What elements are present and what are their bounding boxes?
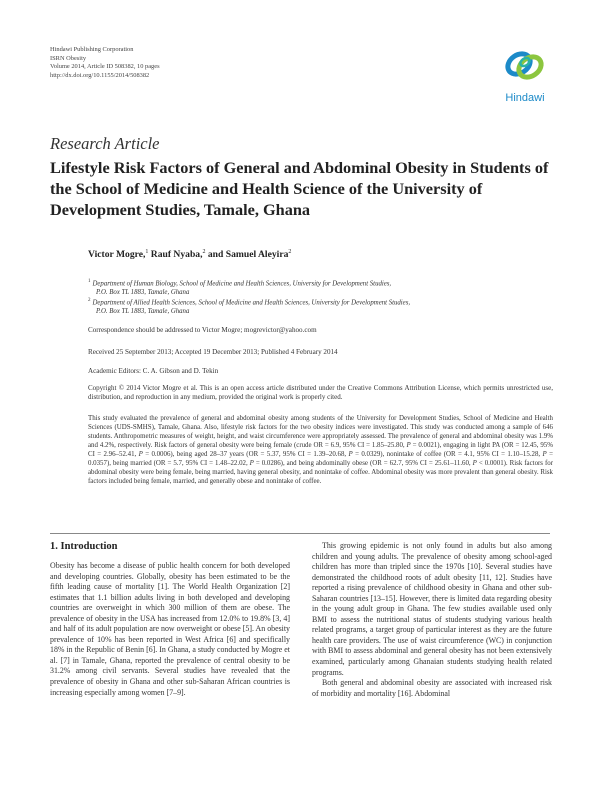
article-title: Lifestyle Risk Factors of General and Abdominal Obesity in Students of the School of Medicine and Health Science of the University of Development Studies, Tamale, Ghana <box>50 158 549 219</box>
abstract-text: = 0.0286), and being abdominally obese (OR = 62.7, 95% CI = 25.61–11.60, <box>253 460 473 468</box>
p-value-label: P <box>249 460 254 468</box>
affiliation-line: Department of Human Biology, School of Medicine and Health Sciences, University for Development Studies, <box>92 280 392 288</box>
correspondence-note: Correspondence should be addressed to Victor Mogre; mogrevictor@yahoo.com <box>88 326 317 334</box>
p-value-label: P <box>348 451 353 459</box>
author-affiliation-marker: 2 <box>288 249 292 255</box>
abstract <box>88 414 553 486</box>
copyright-notice: Copyright © 2014 Victor Mogre et al. This is an open access article distributed under the Creative Commons Attribution License, which permits unrestricted use, distribution, and reproduction in any medium, provided the original work is properly cited. <box>88 384 553 402</box>
body-paragraph: This growing epidemic is not only found in adults but also among children and young adults. The prevalence of obesity among school-aged children has more than tripled since the 1970s [10]. Several studies have demonstrated the childhood roots of adult obesity [11, 12]. Studies have reported a rising prevalence of childhood obesity in Ghana and other sub-Saharan countries [13–15]. However, there is limited data regarding obesity in the young adult group in Ghana. The few studies available used only BMI to assess the nutritional status of students studying various health related programs, a target group of particular interest as they are the future health care providers. The use of waist circumference (WC) in conjunction with BMI to assess abdominal and general obesity has not been extensively examined, particularly among Ghanaian students studying health related programs. <box>312 541 552 677</box>
author-name[interactable]: Victor Mogre, <box>88 249 146 261</box>
affiliation-address: P.O. Box TL 1883, Tamale, Ghana <box>96 308 190 316</box>
abstract-text: = 0.0006), being aged 28–37 years (OR = 5.37, 95% CI = 1.39–20.68, <box>142 451 349 459</box>
p-value-label: P <box>138 451 143 459</box>
author-affiliation-marker: 2 <box>202 249 206 255</box>
publication-dates: Received 25 September 2013; Accepted 19 December 2013; Published 4 February 2014 <box>88 348 338 356</box>
body-paragraph: Both general and abdominal obesity are associated with increased risk of morbidity and mortality [16]. Abdominal <box>312 678 552 698</box>
affiliation-marker: 2 <box>88 298 91 303</box>
affiliation-marker: 1 <box>88 279 91 284</box>
journal-name: ISRN Obesity <box>50 54 87 62</box>
left-column <box>50 561 290 698</box>
author-list <box>88 249 291 260</box>
p-value-label: P <box>406 442 411 450</box>
p-value-label: P <box>472 460 477 468</box>
body-paragraph: Obesity has become a disease of public health concern for both developed and developing countries. Globally, obesity has been estimated to be the fifth leading cause of mortality [1]. The World Health Organization [2] estimates that 1.1 billion adults living in both developed and developing countries are overweight in which 300 million of them are obese. The prevalence of obesity in the USA has increased from 12.0% to 19.8% [3, 4] and half of its adult population are now overweight or obese [5]. An obesity prevalence of 10% has been reported in West Africa [6] and specifically 18% in the Republic of Benin [6]. In Ghana, a study conducted by Mogre et al. [7] in Tamale, Ghana, reported the prevalence of central obesity to be 31.2% among civil servants. Several studies have revealed that the prevalence of obesity in Ghana and other sub-Saharan African countries is increasing especially among women [7–9]. <box>50 561 290 697</box>
volume-info: Volume 2014, Article ID 508382, 10 pages <box>50 63 160 71</box>
affiliation <box>88 277 558 297</box>
affiliation <box>88 296 558 316</box>
p-value-label: P <box>542 451 547 459</box>
abstract-text: = 0.0329), nonintake of coffee (OR = 4.1, 95% CI = 1.10–15.28, <box>352 451 543 459</box>
abstract-text: < 0.0001). Risk factors for abdominal obesity were being female, being married, having general obesity, and nonintake of coffee. Abdominal obesity was more prevalent than general obesity. Risk factors included being female, married, and generally obese and nonintake of coffee. <box>88 460 554 486</box>
author-name[interactable]: and Samuel Aleyira <box>205 249 289 261</box>
logo-text: Hindawi <box>505 92 545 104</box>
hindawi-logo <box>495 40 555 106</box>
section-heading: 1. Introduction <box>50 541 118 552</box>
abstract-text: = 0.0357), being married (OR = 5.7, 95% CI = 1.48–22.02, <box>88 451 553 468</box>
article-type: Research Article <box>50 134 160 153</box>
abstract-text: = 0.0021), engaging in light PA (OR = 12.45, 95% CI = 2.96–52.41, <box>88 442 553 459</box>
right-column <box>312 541 552 699</box>
doi-link[interactable]: http://dx.doi.org/10.1155/2014/508382 <box>50 71 150 79</box>
abstract-text: This study evaluated the prevalence of general and abdominal obesity among students of the University for Development Studies, School of Medicine and Health Sciences (UDS-SMHS), Tamale, Ghana. Also, lifestyle risk factors for the two obesity indices were investigated. This study was conducted among a sample of 646 students. Anthropometric measures of weight, height, and waist circumference were appropriately assessed. The prevalence of general and abdominal obesity was 1.9% and 4.2%, respectively. Risk factors of general obesity were being female (crude OR = 6.9, 95% CI = 1.85–25.80, <box>88 415 553 450</box>
author-affiliation-marker: 1 <box>145 249 149 255</box>
journal-meta <box>50 46 160 80</box>
author-name[interactable]: Rauf Nyaba, <box>148 249 203 261</box>
section-divider <box>50 533 550 534</box>
publisher-name: Hindawi Publishing Corporation <box>50 46 134 53</box>
hindawi-logo-icon <box>495 40 555 92</box>
affiliation-line: Department of Allied Health Sciences, School of Medicine and Health Sciences, University for Development Studies, <box>92 299 411 307</box>
academic-editors: Academic Editors: C. A. Gibson and D. Tekin <box>88 367 219 375</box>
affiliation-address: P.O. Box TL 1883, Tamale, Ghana <box>96 289 190 297</box>
